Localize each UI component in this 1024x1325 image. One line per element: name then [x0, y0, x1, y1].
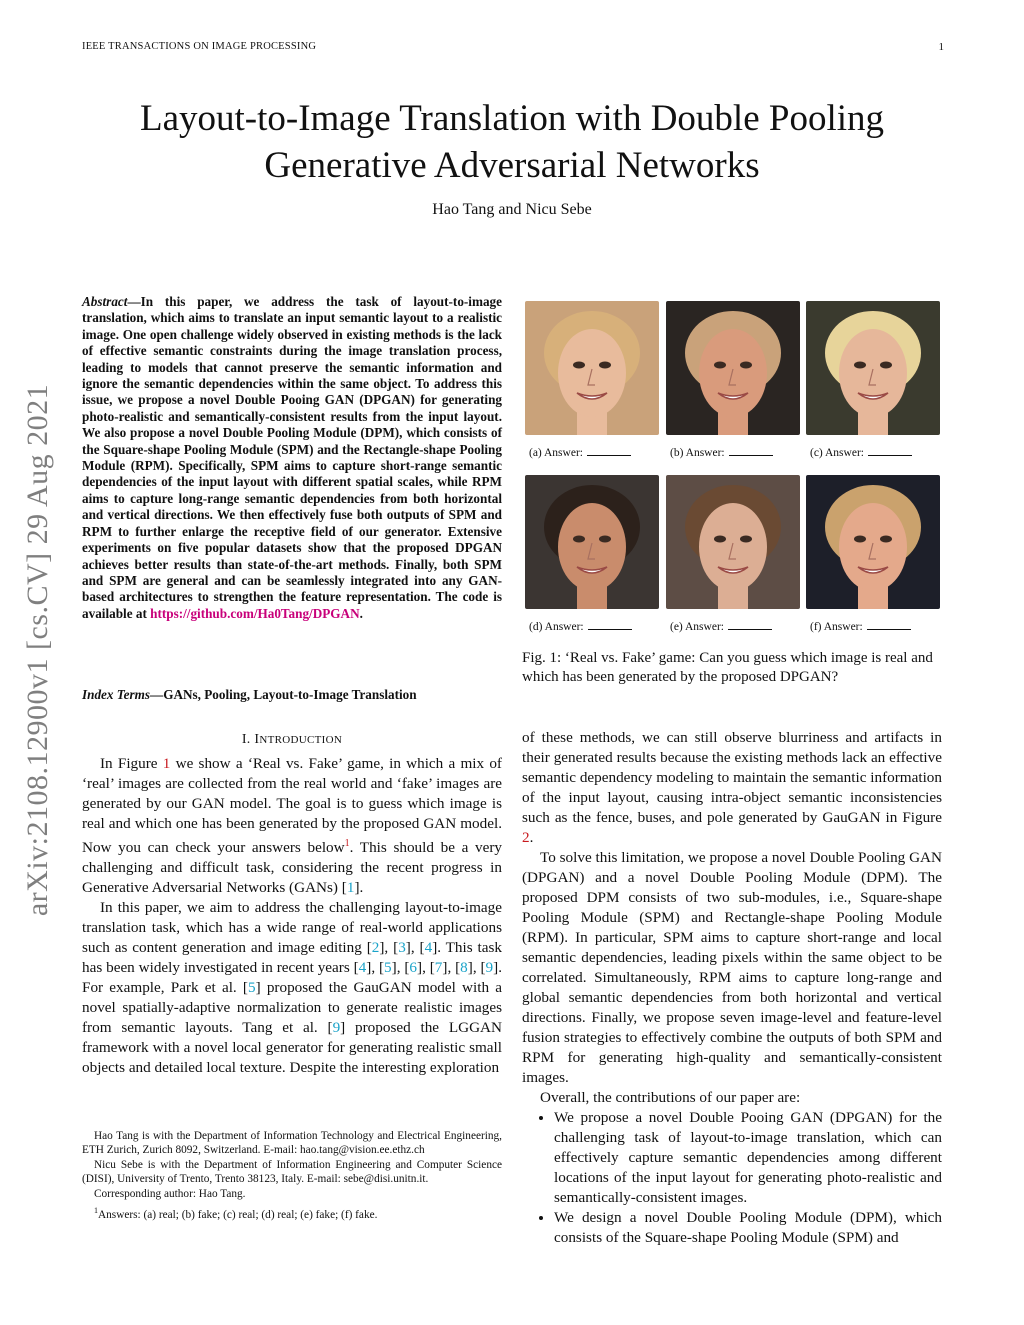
footnote-mark: 1	[94, 1205, 98, 1215]
answer-blank	[867, 620, 911, 630]
answer-caption	[810, 446, 950, 459]
answer-label: (c) Answer:	[810, 447, 864, 459]
answer-blank	[587, 446, 631, 456]
citation-7[interactable]: 7	[434, 959, 443, 977]
citation-8[interactable]: 8	[460, 959, 468, 977]
right-paragraph-1	[522, 728, 942, 848]
answer-label: (d) Answer:	[529, 621, 584, 633]
text-run: ] proposed the LGGAN framework with a novel local generator for generating realistic small objects and detailed local texture. Despite the interesting exploration	[82, 1019, 502, 1077]
citation-5[interactable]: 5	[384, 959, 392, 977]
footnote-answers	[82, 1204, 502, 1222]
contribution-item: • We design a novel Double Pooling Module (DPM), which consists of the Square-shape Pooling Module (SPM) and	[554, 1208, 942, 1248]
index-terms-label: Index Terms	[82, 687, 151, 702]
citation-4[interactable]: 4	[424, 939, 433, 957]
citation-2[interactable]: 2	[371, 939, 380, 957]
footnote-affiliation-2: Nicu Sebe is with the Department of Information Engineering and Computer Science (DISI), University of Trento, Trento 38123, Italy. E-mail: sebe@disi.unitn.it.	[82, 1159, 502, 1185]
citation-9[interactable]: 9	[485, 959, 494, 977]
abstract-label: Abstract	[82, 294, 128, 309]
abstract-end: .	[359, 605, 363, 621]
text-run: In Figure	[100, 755, 163, 772]
answer-caption	[529, 620, 669, 633]
abstract-text: In this paper, we address the task of layout-to-image translation, which aims to translate an input semantic layout to a realistic image. One open challenge widely observed in existing methods is the lack of effective semantic constraints during the image translation process, leading to models that cannot preserve the semantic information and ignore the semantic dependencies within the same object. To address this issue, we propose a novel Double Pooing GAN (DPGAN) for generating photo-realistic and semantically-consistent results from the input layout. We also propose a novel Double Pooling Module (DPM), which consists of the Square-shape Pooling Module (SPM) and the Rectangle-shape Pooling Module (RPM). Specifically, SPM aims to capture short-range semantic dependencies of the input layout with different spatial scales, while RPM aims to capture long-range semantic dependencies from both horizontal and vertical directions. We then effectively fuse both outputs of SPM and RPM to further enlarge the receptive field of our generator. Extensive experiments on five popular datasets show that the proposed DPGAN achieves better results than state-of-the-art methods. Finally, both SPM and SPM are general and can be seamlessly integrated into any GAN-based architectures to strengthen the feature representation. The code is available at	[82, 294, 502, 621]
title-line-1: Layout-to-Image Translation with Double Pooling	[139, 98, 885, 139]
citation-1[interactable]: 1	[346, 879, 355, 897]
answer-blank	[728, 620, 772, 630]
section-title-first: I	[254, 732, 260, 747]
figure-ref-1[interactable]: 1	[162, 755, 171, 772]
contributions-list	[522, 1108, 942, 1248]
figure-ref-2[interactable]: 2	[522, 829, 530, 846]
answer-label: (e) Answer:	[670, 621, 724, 633]
arxiv-stamp	[18, 350, 58, 950]
text-run: In this paper, we aim to address the challenging layout-to-image translation task, which has a wide range of real-world applications such as content generation and image editing [	[82, 899, 502, 957]
footnote-affiliation-1: Hao Tang is with the Department of Information Technology and Electrical Engineering, ETH Zurich, Zurich 8092, Switzerland. E-mail: hao.tang@vision.ee.ethz.ch	[82, 1130, 502, 1156]
face-image	[806, 301, 940, 435]
answer-label: (a) Answer:	[529, 447, 583, 459]
section-title-rest: NTRODUCTION	[259, 734, 343, 746]
text-run: .	[529, 829, 534, 846]
answer-caption	[810, 620, 950, 633]
answer-label: (b) Answer:	[670, 447, 725, 459]
index-terms: Index Terms—GANs, Pooling, Layout-to-Image Translation	[82, 687, 417, 702]
citation-4[interactable]: 4	[358, 959, 367, 977]
index-terms-text: GANs, Pooling, Layout-to-Image Translation	[163, 687, 417, 702]
footnote-corresponding: Corresponding author: Hao Tang.	[94, 1188, 246, 1201]
code-link[interactable]: https://github.com/Ha0Tang/DPGAN	[150, 605, 360, 621]
text-run: ]. This task has been widely investigated in recent years [	[82, 939, 503, 977]
citation-9[interactable]: 9	[332, 1019, 341, 1037]
text-run: . This should be a very challenging and difficult task, considering the recent progress in Generative Adversarial Networks (GANs) [	[82, 839, 502, 897]
authors: Hao Tang and Nicu Sebe	[432, 201, 592, 218]
figure-caption: Fig. 1: ‘Real vs. Fake’ game: Can you guess which image is real and which has been generated by the proposed DPGAN?	[522, 650, 933, 685]
intro-paragraph-1	[82, 754, 502, 898]
answer-caption	[529, 446, 669, 459]
intro-paragraph-2: In this paper, we aim to address the challenging layout-to-image translation task, which has a wide range of real-world applications such as content generation and image editing [2], [3], [4]. This task has been widely investigated in recent years [4], [5], [6], [7], [8], [9]. For example, Park et al. [5] proposed the GauGAN model with a novel spatially-adaptive normalization to generate realistic images from semantic layouts. Tang et al. [9] proposed the LGGAN framework with a novel local generator for generating realistic small objects and detailed local texture. Despite the interesting exploration	[82, 899, 503, 1077]
answer-label: (f) Answer:	[810, 621, 863, 633]
answer-blank	[729, 446, 773, 456]
title-line-2: Generative Adversarial Networks	[264, 145, 760, 186]
journal-header: IEEE TRANSACTIONS ON IMAGE PROCESSING	[82, 41, 317, 52]
footnotes	[82, 1130, 502, 1224]
citation-3[interactable]: 3	[398, 939, 406, 957]
abstract: Abstract—In this paper, we address the task of layout-to-image translation, which aims to translate an input semantic layout to a realistic image. One open challenge widely observed in existing methods is the lack of effective semantic constraints during the image translation process, leading to models that cannot preserve the semantic information and ignore the semantic dependencies within the same object. To address this issue, we propose a novel Double Pooing GAN (DPGAN) for generating photo-realistic and semantically-consistent results from the input layout. We also propose a novel Double Pooling Module (DPM), which consists of the Square-shape Pooling Module (SPM) and the Rectangle-shape Pooling Module (RPM). Specifically, SPM aims to capture short-range semantic dependencies of the input layout with different spatial scales, while RPM aims to capture long-range semantic dependencies from both horizontal and vertical directions. We then effectively fuse both outputs of SPM and RPM to further enlarge the receptive field of our generator. Extensive experiments on five popular datasets show that the proposed DPGAN achieves better results than state-of-the-art methods. Finally, both SPM and SPM are general and can be seamlessly integrated into any GAN-based architectures to strengthen the feature representation. The code is available at https://github.com/Ha0Tang/DPGAN.	[82, 294, 502, 621]
face-image	[806, 475, 940, 609]
citation-6[interactable]: 6	[409, 959, 418, 977]
contribution-item: • We propose a novel Double Pooing GAN (DPGAN) for the challenging task of layout-to-image translation, which can effectively capture semantic dependencies among different locations of the input layout for generating photo-realistic and semantically-consistent images.	[554, 1108, 942, 1208]
page-number: 1	[938, 41, 944, 53]
face-image	[666, 301, 800, 435]
footnote-ref-1[interactable]: 1	[344, 838, 350, 849]
paper-title	[40, 95, 984, 189]
text-run: ] proposed the GauGAN model with a novel spatially-adaptive normalization to generate realistic images from semantic layouts. Tang et al. [	[82, 979, 503, 1037]
text-run: ]. For example, Park et al. [	[82, 959, 502, 997]
answer-blank	[868, 446, 912, 456]
right-column-text	[522, 728, 942, 1248]
face-image	[525, 475, 659, 609]
arxiv-stamp-text: arXiv:2108.12900v1 [cs.CV] 29 Aug 2021	[21, 383, 54, 917]
introduction-text	[82, 754, 502, 1078]
answer-caption	[670, 446, 810, 459]
text-run: ].	[354, 879, 364, 897]
text-run: of these methods, we can still observe blurriness and artifacts in their generated results because the existing methods lack an effective semantic dependency modeling to maintain the semantic information of the input layout, causing intra-object semantic inconsistencies such as the fence, buses, and pole generated by GauGAN in Figure	[522, 729, 942, 826]
section-numeral: I.	[241, 732, 251, 747]
text-run: we show a ‘Real vs. Fake’ game, in which a mix of ‘real’ images are collected from the real world and ‘fake’ images are generated by our GAN model. The goal is to guess which image is real and which one has been generated by the proposed GAN model. Now you can check your answers below	[82, 755, 502, 857]
footnote-answers-text: Answers: (a) real; (b) fake; (c) real; (d) real; (e) fake; (f) fake.	[98, 1208, 378, 1221]
right-paragraph-2: To solve this limitation, we propose a novel Double Pooling GAN (DPGAN) and a novel Double Pooling Module (DPM). The proposed DPM consists of two sub-modules, i.e., Square-shape Pooling Module (SPM) and Rectangle-shape Pooling Module (RPM). In particular, SPM aims to capture short-range and local semantic dependencies, leading pixels within the same object to be correlated. Simultaneously, RPM aims to capture long-range and global semantic dependencies from both horizontal and vertical directions. Finally, we propose seven image-level and feature-level fusion strategies to effectively combine the outputs of both SPM and RPM for generating high-quality and semantically-consistent images.	[522, 849, 942, 1086]
face-image	[525, 301, 659, 435]
right-paragraph-3: Overall, the contributions of our paper are:	[540, 1089, 801, 1106]
answer-caption	[670, 620, 810, 633]
answer-blank	[588, 620, 632, 630]
face-image	[666, 475, 800, 609]
section-heading-introduction	[82, 732, 502, 748]
citation-5[interactable]: 5	[247, 979, 256, 997]
